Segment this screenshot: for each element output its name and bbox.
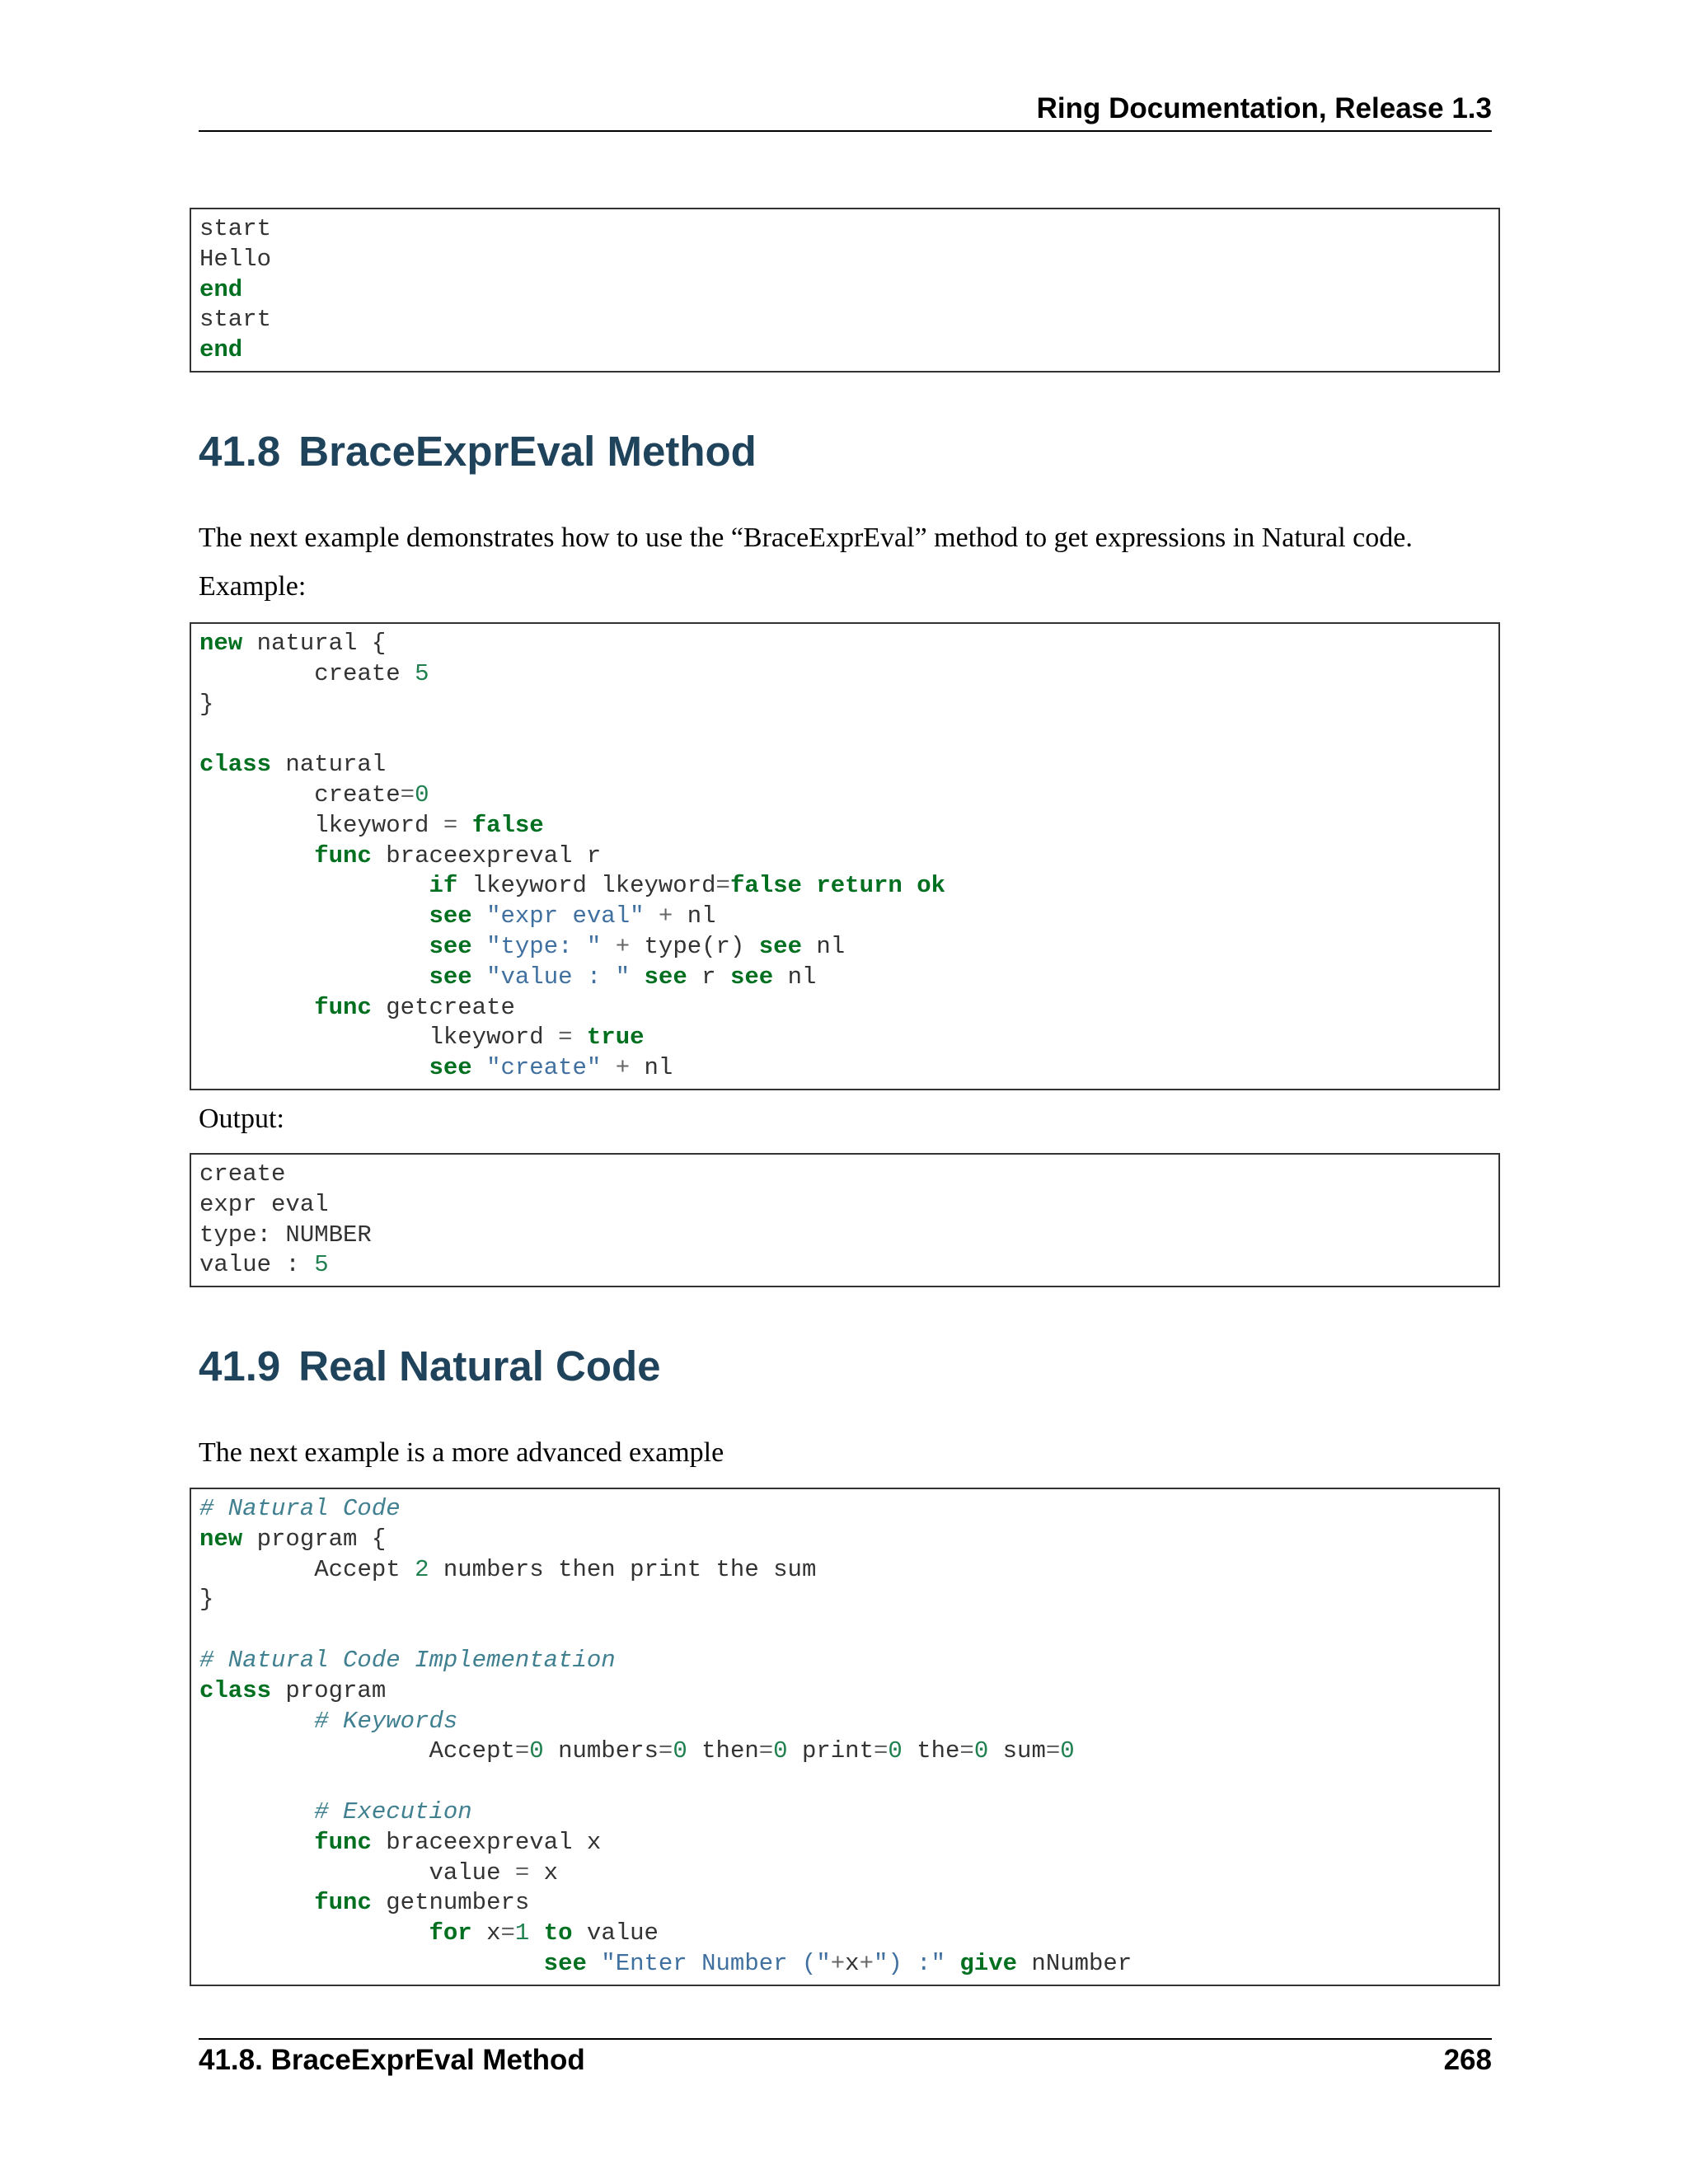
code-line: create bbox=[199, 1160, 286, 1188]
code-line: func getnumbers bbox=[314, 1889, 530, 1917]
code-number: 2 bbox=[415, 1555, 429, 1583]
code-line: start bbox=[199, 215, 272, 242]
code-comment: # Execution bbox=[314, 1797, 472, 1825]
code-line: lkeyword = true bbox=[199, 1024, 645, 1052]
code-number: 5 bbox=[415, 659, 429, 687]
code-operator: + bbox=[615, 1054, 631, 1082]
code-line bbox=[199, 336, 242, 363]
code-text bbox=[199, 629, 1490, 1084]
code-keyword: see bbox=[429, 1054, 472, 1082]
code-operator: + bbox=[830, 1949, 846, 1977]
paragraph-intro-41-8: The next example demonstrates how to use the “BraceExprEval” method to get expressions in Natural code. bbox=[199, 523, 1413, 553]
code-operator: = bbox=[1045, 1737, 1061, 1765]
code-keyword: see bbox=[758, 932, 802, 960]
code-line: if lkeyword lkeyword=false return ok bbox=[429, 872, 945, 900]
code-keyword: end bbox=[199, 275, 243, 303]
code-comment: # Natural Code bbox=[199, 1495, 401, 1522]
code-line: see "Enter Number ("+x+") :" give nNumber bbox=[543, 1949, 1132, 1977]
code-number: 1 bbox=[514, 1919, 530, 1947]
code-keyword: func bbox=[314, 1828, 372, 1856]
code-keyword: class bbox=[199, 1676, 272, 1704]
code-text bbox=[199, 1160, 1490, 1281]
code-text bbox=[199, 214, 1490, 366]
code-comment: # Keywords bbox=[314, 1707, 458, 1735]
paragraph-intro-41-9: The next example is a more advanced example bbox=[199, 1437, 724, 1468]
code-operator: = bbox=[443, 811, 458, 839]
code-line bbox=[199, 1798, 472, 1825]
code-keyword: func bbox=[314, 993, 372, 1021]
footer-rule bbox=[199, 2038, 1492, 2040]
code-keyword: class bbox=[199, 751, 272, 779]
code-line bbox=[199, 1495, 401, 1522]
code-keyword: see bbox=[543, 1949, 587, 1977]
example-label: Example: bbox=[199, 571, 307, 602]
code-operator: = bbox=[873, 1737, 889, 1765]
code-line: func braceexpreval x bbox=[314, 1828, 602, 1856]
code-line: new natural { bbox=[199, 630, 387, 657]
code-keyword: see bbox=[729, 963, 774, 991]
code-block-example bbox=[190, 622, 1500, 1090]
code-operator: = bbox=[658, 1737, 673, 1765]
code-operator: = bbox=[514, 1858, 530, 1886]
code-line: value = x bbox=[199, 1858, 559, 1886]
code-line: see "create" + nl bbox=[429, 1054, 673, 1082]
code-string: "Enter Number (" bbox=[601, 1949, 831, 1977]
code-line: start bbox=[199, 306, 272, 334]
code-line: value : 5 bbox=[199, 1251, 329, 1279]
code-string: ") :" bbox=[873, 1949, 945, 1977]
code-line: func braceexpreval r bbox=[314, 841, 602, 869]
code-string: "type: " bbox=[486, 932, 602, 960]
section-number: 41.8 bbox=[199, 428, 281, 475]
code-keyword: see bbox=[644, 963, 687, 991]
code-line: see "expr eval" + nl bbox=[429, 902, 716, 930]
code-line: for x=1 to value bbox=[429, 1919, 659, 1947]
code-number: 0 bbox=[1060, 1737, 1075, 1765]
section-heading-41-9 bbox=[199, 1342, 661, 1390]
code-keyword: func bbox=[314, 1889, 372, 1917]
code-line: create 5 bbox=[199, 659, 429, 687]
code-keyword: for bbox=[429, 1919, 472, 1947]
code-keyword: to bbox=[543, 1919, 573, 1947]
code-line: Accept 2 numbers then print the sum bbox=[199, 1555, 817, 1583]
code-line: see "type: " + type(r) see nl bbox=[429, 932, 846, 960]
section-title: BraceExprEval Method bbox=[298, 428, 757, 475]
code-keyword: false bbox=[729, 872, 802, 900]
code-number: 0 bbox=[888, 1737, 903, 1765]
code-line: expr eval bbox=[199, 1190, 329, 1218]
code-line: Accept=0 numbers=0 then=0 print=0 the=0 sum=0 bbox=[199, 1737, 1075, 1765]
footer-section: 41.8. BraceExprEval Method bbox=[199, 2044, 585, 2076]
code-operator: = bbox=[959, 1737, 974, 1765]
code-operator: = bbox=[715, 872, 730, 900]
code-keyword: false bbox=[471, 811, 544, 839]
code-block-output-2 bbox=[190, 1153, 1500, 1287]
page-number: 268 bbox=[1443, 2044, 1492, 2076]
code-keyword: see bbox=[429, 963, 472, 991]
code-keyword: give bbox=[959, 1949, 1018, 1977]
code-number: 0 bbox=[973, 1737, 989, 1765]
code-keyword: ok bbox=[917, 872, 945, 900]
code-number: 5 bbox=[314, 1251, 329, 1279]
code-keyword: new bbox=[199, 630, 243, 657]
code-operator: = bbox=[758, 1737, 774, 1765]
code-keyword: see bbox=[429, 932, 472, 960]
code-line: create=0 bbox=[199, 780, 429, 808]
code-line: new program { bbox=[199, 1525, 387, 1553]
code-block-output-1 bbox=[190, 208, 1500, 373]
code-operator: + bbox=[658, 902, 673, 930]
code-operator: = bbox=[514, 1737, 530, 1765]
code-number: 0 bbox=[529, 1737, 544, 1765]
code-operator: = bbox=[400, 780, 415, 808]
code-number: 0 bbox=[773, 1737, 788, 1765]
code-line bbox=[199, 1647, 616, 1674]
code-line bbox=[199, 1708, 457, 1735]
code-line: Hello bbox=[199, 245, 272, 273]
code-operator: + bbox=[859, 1949, 874, 1977]
code-line: lkeyword = false bbox=[199, 811, 544, 839]
code-keyword: see bbox=[429, 902, 472, 930]
code-block-program bbox=[190, 1488, 1500, 1986]
code-line: see "value : " see r see nl bbox=[429, 963, 817, 991]
code-keyword: end bbox=[199, 336, 243, 364]
code-keyword: return bbox=[816, 872, 903, 900]
code-line: class natural bbox=[199, 751, 387, 779]
code-string: "value : " bbox=[486, 963, 631, 991]
code-keyword: true bbox=[586, 1024, 645, 1052]
section-number: 41.9 bbox=[199, 1343, 281, 1390]
code-line: class program bbox=[199, 1676, 387, 1704]
code-comment: # Natural Code Implementation bbox=[199, 1646, 616, 1674]
code-number: 0 bbox=[415, 780, 429, 808]
output-label: Output: bbox=[199, 1104, 284, 1134]
header-rule bbox=[199, 130, 1492, 132]
code-string: "create" bbox=[486, 1054, 602, 1082]
code-text bbox=[199, 1494, 1490, 1980]
code-number: 0 bbox=[673, 1737, 687, 1765]
code-line: func getcreate bbox=[314, 993, 515, 1021]
code-line: type: NUMBER bbox=[199, 1221, 372, 1249]
section-title: Real Natural Code bbox=[298, 1343, 661, 1390]
code-operator: = bbox=[500, 1919, 515, 1947]
running-header: Ring Documentation, Release 1.3 bbox=[1036, 92, 1492, 124]
code-line: } bbox=[199, 690, 214, 718]
section-heading-41-8 bbox=[199, 427, 757, 476]
code-operator: = bbox=[558, 1024, 573, 1052]
code-line: } bbox=[199, 1586, 214, 1614]
code-string: "expr eval" bbox=[486, 902, 645, 930]
code-line bbox=[199, 276, 242, 303]
code-keyword: func bbox=[314, 841, 372, 869]
code-keyword: new bbox=[199, 1525, 243, 1553]
code-operator: + bbox=[615, 932, 631, 960]
code-keyword: if bbox=[429, 872, 458, 900]
